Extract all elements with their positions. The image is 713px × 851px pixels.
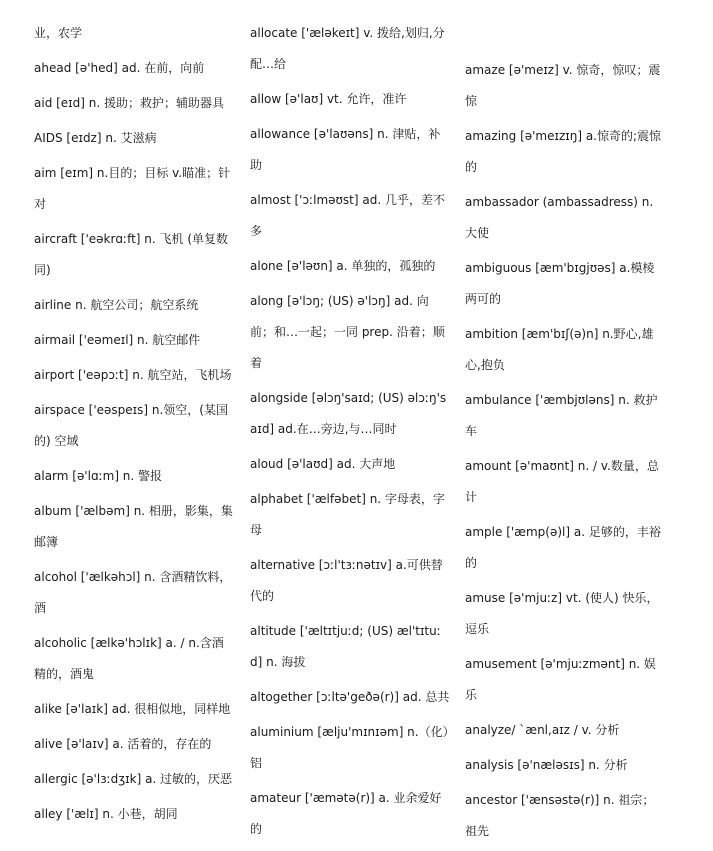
entry: alcohol ['ælkəhɔl] n. 含酒精饮料，酒 (34, 570, 232, 615)
entry: aid [eɪd] n. 援助；救护；辅助器具 (34, 96, 224, 110)
entry: alike [ə'laɪk] ad. 很相似地，同样地 (34, 702, 231, 716)
entry: alone [ə'ləʊn] a. 单独的，孤独的 (250, 259, 436, 273)
entry: allowance [ə'laʊəns] n. 津贴，补助 (250, 127, 441, 172)
entry: analyze/ `ænl,aɪz / v. 分析 (465, 723, 620, 737)
entry: altogether [ɔːltə'geðə(r)] ad. 总共 (250, 690, 450, 704)
entry: aim [eɪm] n.目的；目标 v.瞄准；针对 (34, 166, 231, 211)
entry: album ['ælbəm] n. 相册，影集，集邮簿 (34, 504, 233, 549)
entry: airport ['eəpɔːt] n. 航空站，飞机场 (34, 368, 232, 382)
entry: amuse [ə'mjuːz] vt. (使人) 快乐，逗乐 (465, 591, 659, 636)
entry: amusement [ə'mjuːzmənt] n. 娱乐 (465, 657, 656, 702)
entry: aircraft ['eəkrɑːft] n. 飞机 (单复数同) (34, 232, 229, 277)
entry: allergic [ə'lɜːdʒɪk] a. 过敏的，厌恶 (34, 772, 233, 786)
entry: amount [ə'maʊnt] n. / v.数量，总计 (465, 459, 659, 504)
entry: AIDS [eɪdz] n. 艾滋病 (34, 131, 157, 145)
column-2 (250, 18, 450, 849)
entry: alarm [ə'lɑːm] n. 警报 (34, 469, 163, 483)
entry: amazing [ə'meɪzɪŋ] a.惊奇的;震惊的 (465, 129, 662, 174)
entry: ample ['æmp(ə)l] a. 足够的，丰裕的 (465, 525, 661, 570)
entry: aluminium [ælju'mɪnɪəm] n.（化）铝 (250, 725, 449, 770)
entry: amateur ['æmətə(r)] a. 业余爱好的 (250, 791, 442, 836)
entry: alternative [ɔːl'tɜːnətɪv] a.可供替代的 (250, 558, 443, 603)
entry: alphabet ['ælfəbet] n. 字母表，字母 (250, 492, 445, 537)
entry: alongside [əlɔŋ'saɪd; (US) əlɔːŋ'saɪd] ad.在…旁边,与…同时 (250, 391, 447, 436)
entry: ambassador (ambassadress) n.大使 (465, 195, 654, 240)
entry: allow [ə'laʊ] vt. 允许，准许 (250, 92, 407, 106)
entry: airspace ['eəspeɪs] n.领空，(某国的) 空域 (34, 403, 228, 448)
entry: almost ['ɔːlməʊst] ad. 几乎，差不多 (250, 193, 445, 238)
entry: amaze [ə'meɪz] v. 惊奇，惊叹；震惊 (465, 63, 661, 108)
entry: ahead [ə'hed] ad. 在前，向前 (34, 61, 205, 75)
entry: airmail ['eəmeɪl] n. 航空邮件 (34, 333, 201, 347)
entry: ambition [æm'bɪʃ(ə)n] n.野心,雄心,抱负 (465, 327, 654, 372)
entry: 业，农学 (34, 26, 83, 40)
entry: aloud [ə'laʊd] ad. 大声地 (250, 457, 396, 471)
entry: altitude ['æltɪtjuːd; (US) æl'tɪtuːd] n. 海拔 (250, 624, 441, 669)
column-1 (34, 18, 234, 834)
entry: alley ['ælɪ] n. 小巷，胡同 (34, 807, 178, 821)
entry: alcoholic [ælkə'hɔlɪk] a. / n.含酒精的，酒鬼 (34, 636, 224, 681)
entry: ambiguous [æm'bɪgjʊəs] a.模棱两可的 (465, 261, 655, 306)
entry: ambulance ['æmbjʊləns] n. 救护车 (465, 393, 658, 438)
column-3 (465, 55, 665, 851)
entry: allocate ['æləkeɪt] v. 拨给,划归,分配…给 (250, 26, 445, 71)
entry: ancestor ['ænsəstə(r)] n. 祖宗；祖先 (465, 793, 655, 838)
entry: analysis [ə'næləsɪs] n. 分析 (465, 758, 628, 772)
entry: airline n. 航空公司；航空系统 (34, 298, 199, 312)
entry: along [ə'lɔŋ; (US) ə'lɔŋ] ad. 向前；和…一起；一同 prep. 沿着；顺着 (250, 294, 445, 370)
entry: alive [ə'laɪv] a. 活着的，存在的 (34, 737, 212, 751)
